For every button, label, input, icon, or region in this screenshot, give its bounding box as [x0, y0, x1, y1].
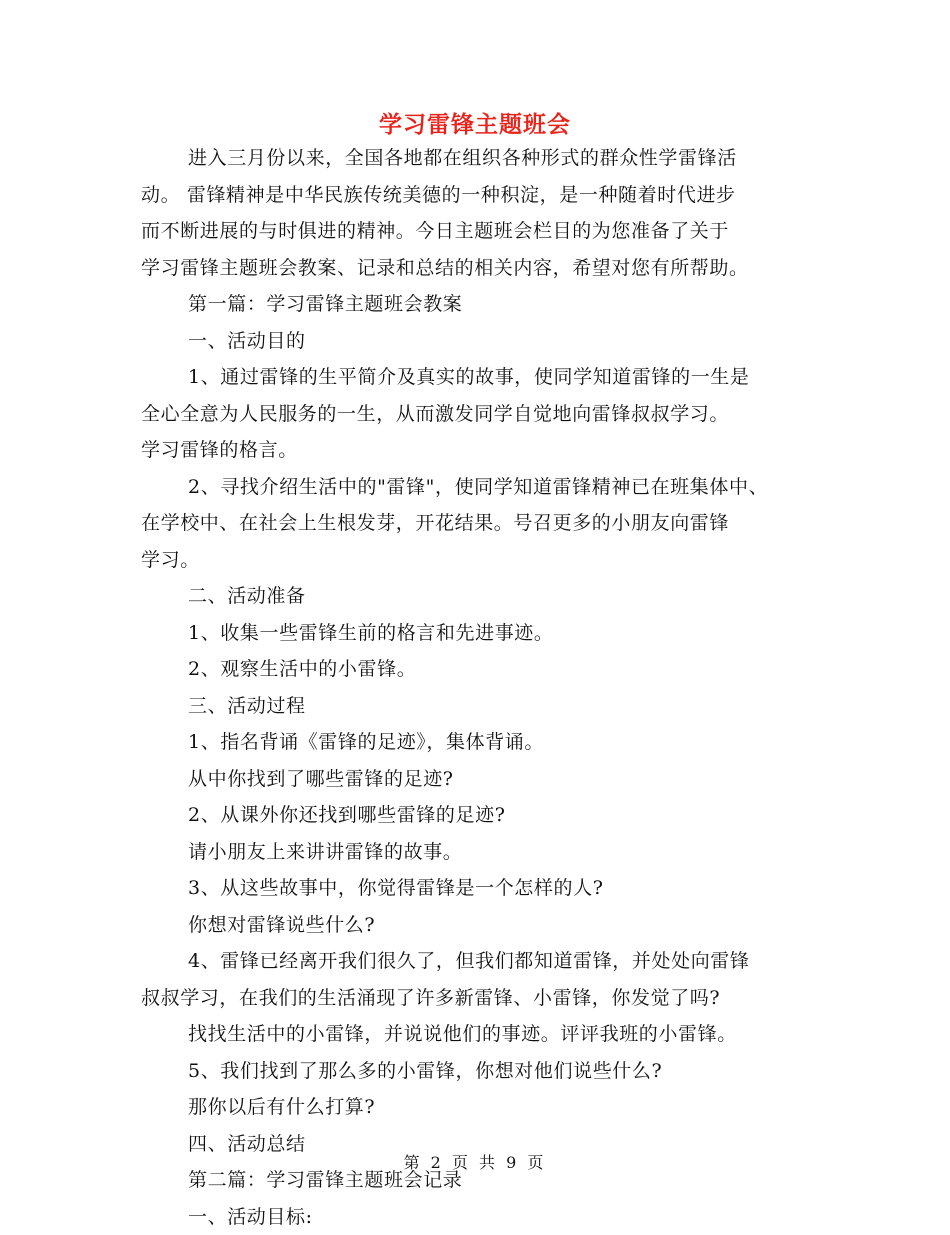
- text-line: 动。 雷锋精神是中华民族传统美德的一种积淀，是一种随着时代进步: [141, 177, 821, 214]
- text-line: 5、我们找到了那么多的小雷锋，你想对他们说些什么?: [141, 1053, 821, 1090]
- text-line: 2、观察生活中的小雷锋。: [141, 651, 821, 688]
- text-line: 二、活动准备: [141, 578, 821, 615]
- text-line: 1、指名背诵《雷锋的足迹》，集体背诵。: [141, 724, 821, 761]
- text-line: 2、寻找介绍生活中的"雷锋"，使同学知道雷锋精神已在班集体中、: [141, 469, 821, 506]
- text-line: 三、活动过程: [141, 688, 821, 725]
- text-line: 一、活动目标:: [141, 1199, 821, 1235]
- page-footer: 第 2 页 共 9 页: [0, 1150, 950, 1173]
- text-line: 从中你找到了哪些雷锋的足迹?: [141, 761, 821, 798]
- document-body: [141, 140, 821, 1235]
- text-line: 第一篇：学习雷锋主题班会教案: [141, 286, 821, 323]
- text-line: 请小朋友上来讲讲雷锋的故事。: [141, 834, 821, 871]
- text-line: 而不断进展的与时俱进的精神。今日主题班会栏目的为您准备了关于: [141, 213, 821, 250]
- text-line: 找找生活中的小雷锋，并说说他们的事迹。评评我班的小雷锋。: [141, 1016, 821, 1053]
- text-line: 你想对雷锋说些什么?: [141, 907, 821, 944]
- document-title: 学习雷锋主题班会: [0, 106, 950, 139]
- text-line: 学习雷锋的格言。: [141, 432, 821, 469]
- text-line: 学习雷锋主题班会教案、记录和总结的相关内容，希望对您有所帮助。: [141, 250, 821, 287]
- text-line: 在学校中、在社会上生根发芽，开花结果。号召更多的小朋友向雷锋: [141, 505, 821, 542]
- text-line: 2、从课外你还找到哪些雷锋的足迹?: [141, 797, 821, 834]
- text-line: 全心全意为人民服务的一生，从而激发同学自觉地向雷锋叔叔学习。: [141, 396, 821, 433]
- text-line: 第二篇：学习雷锋主题班会记录: [141, 1162, 821, 1199]
- text-line: 4、雷锋已经离开我们很久了，但我们都知道雷锋，并处处向雷锋: [141, 943, 821, 980]
- text-line: 那你以后有什么打算?: [141, 1089, 821, 1126]
- text-line: 叔叔学习，在我们的生活涌现了许多新雷锋、小雷锋，你发觉了吗?: [141, 980, 821, 1017]
- text-line: 进入三月份以来，全国各地都在组织各种形式的群众性学雷锋活: [141, 140, 821, 177]
- text-line: 3、从这些故事中，你觉得雷锋是一个怎样的人?: [141, 870, 821, 907]
- text-line: 1、收集一些雷锋生前的格言和先进事迹。: [141, 615, 821, 652]
- text-line: 一、活动目的: [141, 323, 821, 360]
- text-line: 四、活动总结: [141, 1126, 821, 1163]
- text-line: 1、通过雷锋的生平简介及真实的故事，使同学知道雷锋的一生是: [141, 359, 821, 396]
- text-line: 学习。: [141, 542, 821, 579]
